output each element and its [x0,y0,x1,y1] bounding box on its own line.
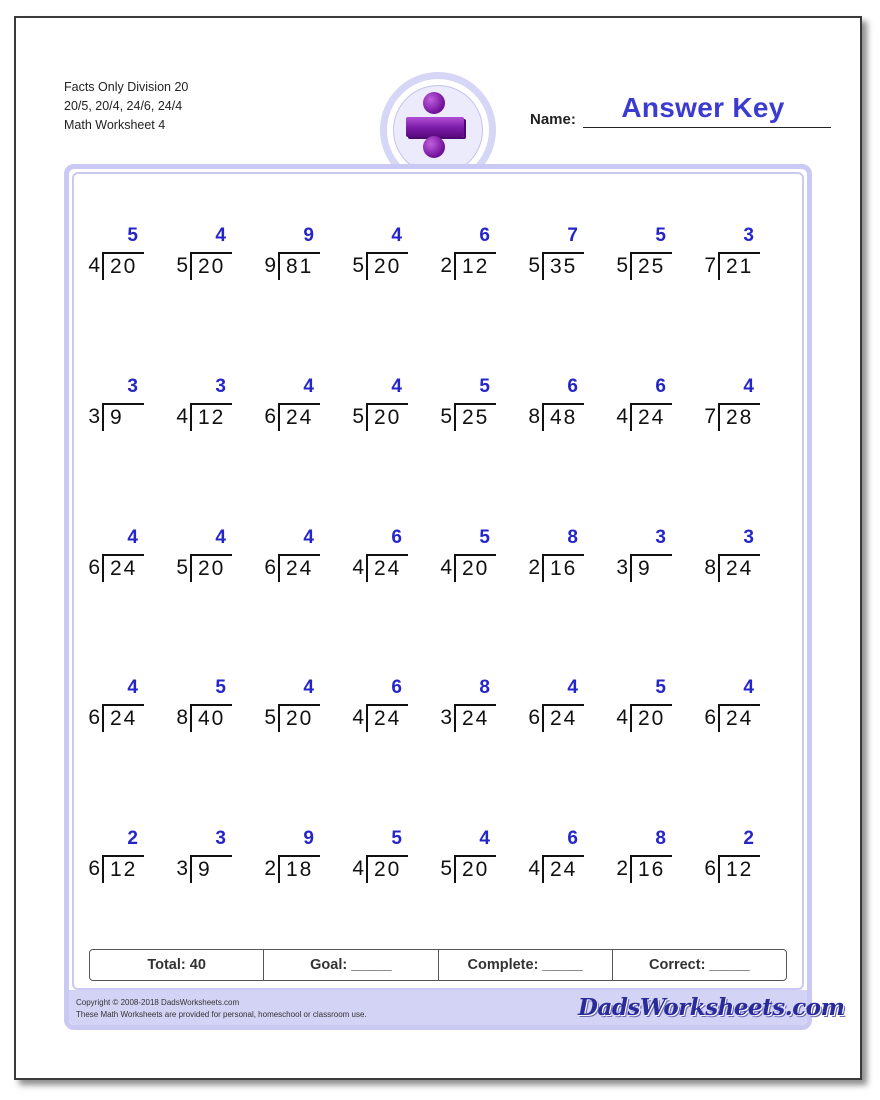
division-problem [166,225,236,285]
brand-logo[interactable]: DadsWorksheets.com [578,994,845,1021]
dividend: 20 [366,252,408,280]
quotient-answer: 3 [655,527,666,548]
quotient-answer: 9 [303,828,314,849]
worksheet-title: Facts Only Division 20 [64,80,189,94]
divisor: 6 [264,405,276,428]
divisor: 3 [88,405,100,428]
division-bar-icon [406,117,464,137]
dividend: 16 [630,855,672,883]
divisor: 6 [88,556,100,579]
quotient-answer: 8 [479,677,490,698]
quotient-answer: 6 [479,225,490,246]
dividend: 20 [366,855,408,883]
dividend: 48 [542,403,584,431]
quotient-answer: 4 [391,376,402,397]
total-cell: Total: 40 [147,957,206,973]
quotient-answer: 4 [567,677,578,698]
divisor: 5 [616,254,628,277]
divisor: 5 [352,405,364,428]
quotient-answer: 3 [215,376,226,397]
answer-key-title: Answer Key [621,92,785,123]
quotient-answer: 6 [567,828,578,849]
division-problem [78,828,148,888]
divisor: 3 [176,857,188,880]
dividend: 20 [454,554,496,582]
division-problem [78,376,148,436]
division-problem [166,376,236,436]
divisor: 4 [352,706,364,729]
division-problem [518,376,588,436]
dividend: 24 [278,403,320,431]
quotient-answer: 4 [391,225,402,246]
division-problem [694,376,764,436]
divisor: 5 [176,254,188,277]
quotient-answer: 9 [303,225,314,246]
quotient-answer: 4 [743,677,754,698]
worksheet-number: Math Worksheet 4 [64,118,166,132]
quotient-answer: 6 [567,376,578,397]
dividend: 21 [718,252,760,280]
dividend: 24 [102,554,144,582]
division-problem [342,225,412,285]
divisor: 4 [616,405,628,428]
dividend: 24 [542,855,584,883]
quotient-answer: 3 [127,376,138,397]
dividend: 24 [542,704,584,732]
dividend: 25 [454,403,496,431]
divisor: 6 [704,706,716,729]
dividend: 24 [102,704,144,732]
quotient-answer: 5 [655,225,666,246]
copyright-block [76,997,367,1021]
dividend: 20 [630,704,672,732]
dividend: 81 [278,252,320,280]
divisor: 4 [88,254,100,277]
worksheet-info [64,78,188,135]
divisor: 6 [528,706,540,729]
dividend: 40 [190,704,232,732]
divisor: 6 [704,857,716,880]
goal-cell[interactable]: Goal: _____ [263,950,437,980]
division-problem [254,828,324,888]
quotient-answer: 7 [567,225,578,246]
divisor: 4 [528,857,540,880]
quotient-answer: 6 [655,376,666,397]
divisor: 5 [528,254,540,277]
quotient-answer: 2 [743,828,754,849]
quotient-answer: 5 [127,225,138,246]
division-problem [694,828,764,888]
name-line[interactable] [583,127,831,128]
dividend: 20 [366,403,408,431]
division-problem [518,527,588,587]
division-problem [518,677,588,737]
division-problem [694,527,764,587]
division-problem [606,828,676,888]
quotient-answer: 4 [215,225,226,246]
division-problem [606,527,676,587]
quotient-answer: 4 [743,376,754,397]
dividend: 20 [190,554,232,582]
divisor: 4 [440,556,452,579]
divisor: 2 [616,857,628,880]
division-problem [430,677,500,737]
dividend: 9 [102,403,144,431]
divisor: 2 [528,556,540,579]
quotient-answer: 6 [391,527,402,548]
divisor: 7 [704,254,716,277]
dividend: 24 [366,554,408,582]
quotient-answer: 5 [655,677,666,698]
dividend: 12 [454,252,496,280]
division-problem [78,677,148,737]
divisor: 5 [264,706,276,729]
division-problem [342,828,412,888]
divisor: 4 [352,556,364,579]
dividend: 25 [630,252,672,280]
division-dot-icon [423,136,445,158]
divisor: 4 [352,857,364,880]
divisor: 6 [88,706,100,729]
division-problem [518,225,588,285]
division-problem [430,828,500,888]
quotient-answer: 4 [215,527,226,548]
copyright-text: Copyright © 2008-2018 DadsWorksheets.com [76,998,240,1007]
division-problem [78,225,148,285]
name-label: Name: [530,111,576,128]
dividend: 24 [718,554,760,582]
divisor: 8 [528,405,540,428]
dividend: 24 [454,704,496,732]
divisor: 2 [264,857,276,880]
divisor: 7 [704,405,716,428]
divisor: 6 [88,857,100,880]
division-problem [342,527,412,587]
dividend: 18 [278,855,320,883]
division-problem [342,376,412,436]
dividend: 24 [718,704,760,732]
dividend: 28 [718,403,760,431]
division-problem [430,376,500,436]
division-problem [430,527,500,587]
quotient-answer: 3 [743,527,754,548]
quotient-answer: 3 [743,225,754,246]
dividend: 12 [190,403,232,431]
dividend: 24 [366,704,408,732]
dividend: 12 [718,855,760,883]
dividend: 16 [542,554,584,582]
dividend: 24 [278,554,320,582]
quotient-answer: 2 [127,828,138,849]
quotient-answer: 5 [391,828,402,849]
divisor: 5 [440,405,452,428]
divisor: 5 [440,857,452,880]
quotient-answer: 5 [479,527,490,548]
quotient-answer: 3 [215,828,226,849]
divisor: 3 [440,706,452,729]
division-problem [166,828,236,888]
quotient-answer: 4 [479,828,490,849]
division-problem [606,225,676,285]
quotient-answer: 8 [567,527,578,548]
dividend: 20 [454,855,496,883]
dividend: 20 [102,252,144,280]
dividend: 20 [190,252,232,280]
dividend: 24 [630,403,672,431]
divisor: 4 [176,405,188,428]
divisor: 8 [176,706,188,729]
quotient-answer: 8 [655,828,666,849]
division-problem [78,527,148,587]
division-problem [430,225,500,285]
division-problem [342,677,412,737]
division-sign-icon [423,92,445,114]
dividend: 12 [102,855,144,883]
quotient-answer: 4 [127,677,138,698]
division-problem [606,376,676,436]
division-problem [166,527,236,587]
usage-notice: These Math Worksheets are provided for personal, homeschool or classroom use. [76,1010,367,1019]
divisor: 5 [352,254,364,277]
division-problem [694,225,764,285]
division-problem [518,828,588,888]
division-problem [254,225,324,285]
divisor: 3 [616,556,628,579]
correct-cell[interactable]: Correct: _____ [612,950,786,980]
divisor: 8 [704,556,716,579]
division-problem [606,677,676,737]
division-problem [254,376,324,436]
dividend: 20 [278,704,320,732]
worksheet-facts: 20/5, 20/4, 24/6, 24/4 [64,99,183,113]
dividend: 9 [630,554,672,582]
quotient-answer: 4 [303,677,314,698]
divisor: 2 [440,254,452,277]
division-problem [254,677,324,737]
quotient-answer: 4 [303,376,314,397]
quotient-answer: 4 [127,527,138,548]
divisor: 6 [264,556,276,579]
divisor: 4 [616,706,628,729]
score-summary [89,949,787,981]
dividend: 35 [542,252,584,280]
dividend: 9 [190,855,232,883]
divisor: 5 [176,556,188,579]
complete-cell[interactable]: Complete: _____ [438,950,612,980]
division-problem [166,677,236,737]
quotient-answer: 5 [479,376,490,397]
quotient-answer: 6 [391,677,402,698]
quotient-answer: 5 [215,677,226,698]
divisor: 9 [264,254,276,277]
quotient-answer: 4 [303,527,314,548]
division-problem [254,527,324,587]
division-problem [694,677,764,737]
